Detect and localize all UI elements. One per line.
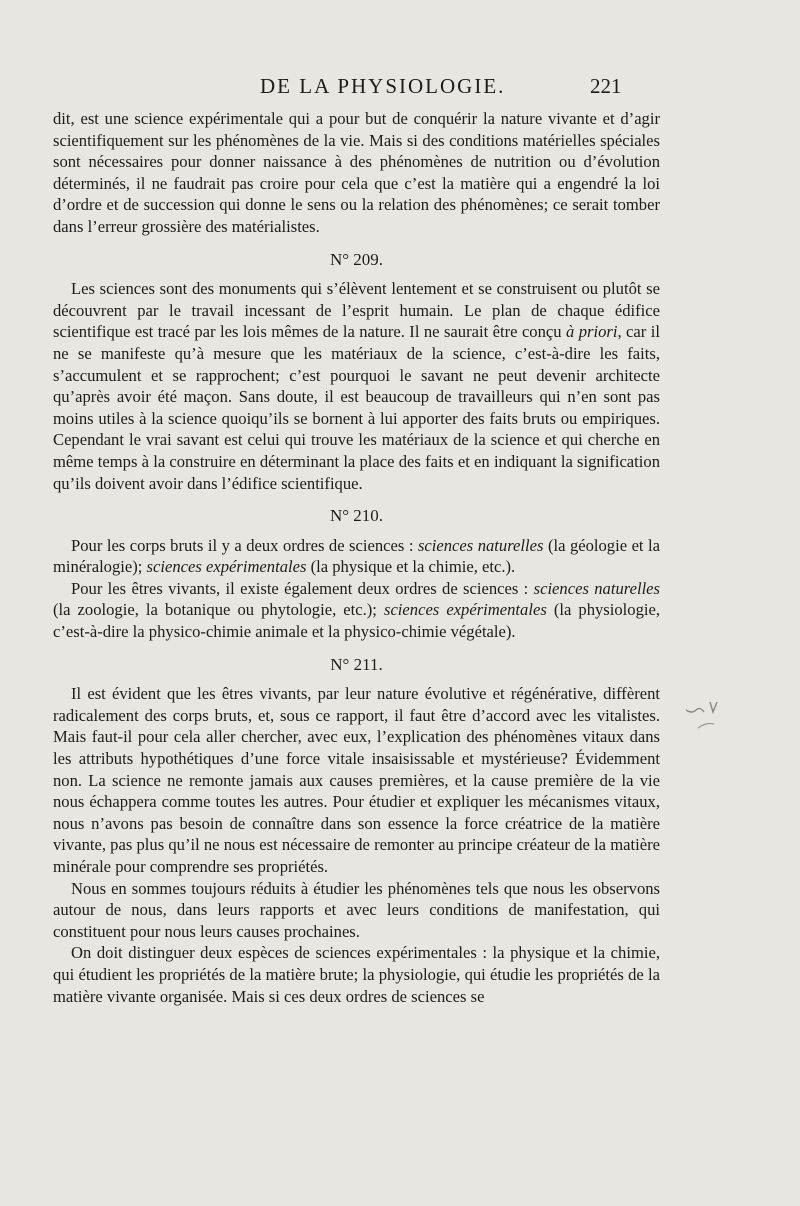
section-number-209: N° 209. <box>329 249 384 269</box>
running-head: DE LA PHYSIOLOGIE. <box>260 74 506 98</box>
page-header <box>0 74 800 102</box>
p210a-italic-2: sciences expérimentales <box>146 557 307 577</box>
p210b-text-2: (la zoologie, la botanique ou phytologie, etc.); <box>53 600 384 620</box>
p210a-text-2: (la géologie et la minéralogie); <box>53 535 661 577</box>
paragraph-210-a <box>53 535 660 578</box>
paragraph-209 <box>53 278 660 494</box>
body-text <box>53 108 660 1007</box>
paragraph-211-b: Nous en sommes toujours réduits à étudier les phénomènes tels que nous les observons autour de nous, dans leurs rapports et avec leurs conditions de manifestation, qui constituent pour nous leurs causes prochaines. <box>53 878 660 941</box>
p210b-italic-1: sciences naturelles <box>533 578 660 598</box>
page-number: 221 <box>590 74 622 98</box>
p210a-italic-1: sciences naturelles <box>417 535 544 555</box>
p210a-text-3: (la physique et la chimie, etc.). <box>306 557 516 577</box>
paragraph-209-text-2: , car il ne se manifeste qu’à mesure que les matériaux de la science, c’est-à-dire les faits, s’accumulent et se rapprochent; c’est pourquoi le savant ne peut devenir architecte qu’après avoir été maçon. Sans doute, il est beaucoup de travailleurs qui n’en sont pas moins utiles à la science quoiqu’ils se bornent à lui apporter des faits bruts ou empiriques. Cependant le vrai savant est celui qui trouve les matériaux de la science et qui cherche en même temps à la construire en déterminant la place des faits et en indiquant la signification qu’ils doivent avoir dans l’édifice scientifique. <box>53 322 660 493</box>
paragraph-209-italic: à priori <box>566 322 618 342</box>
p210b-text-3: (la physiologie, c’est-à-dire la physico-chimie animale et la physico-chimie végétale). <box>53 600 660 642</box>
p210a-text-1: Pour les corps bruts il y a deux ordres de sciences : <box>71 535 418 555</box>
paragraph-211-c: On doit distinguer deux espèces de sciences expérimentales : la physique et la chimie, qui étudient les propriétés de la matière brute; la physiologie, qui étudie les propriétés de la matière vivante organisée. Mais si ces deux ordres de sciences se <box>53 943 660 1006</box>
paragraph-210-b <box>53 578 660 643</box>
paragraph-intro: dit, est une science expérimentale qui a pour but de conquérir la nature vivante et d’agir scientifiquement sur les phénomènes de la vie. Mais si des conditions matérielles spéciales sont nécessaires pour donner naissance à des phénomènes de nutrition ou d’évolution déterminés, il ne faudrait pas croire pour cela que c’est la matière qui a engendré la loi d’ordre et de succession qui donne le sens ou la relation des phénomènes; ce serait tomber dans l’erreur grossière des matérialistes. <box>53 109 660 236</box>
p210b-italic-2: sciences expérimentales <box>383 600 547 620</box>
section-number-210: N° 210. <box>329 506 384 526</box>
handwritten-mark-icon <box>680 696 730 736</box>
paragraph-209-text-1: Les sciences sont des monuments qui s’élèvent lentement et se construisent ou plutôt se découvrent par le travail incessant de l’esprit humain. Le plan de chaque édifice scientifique est tracé par les lois mêmes de la nature. Il ne saurait être conçu <box>53 279 660 342</box>
section-number-211: N° 211. <box>330 654 383 674</box>
p210b-text-1: Pour les êtres vivants, il existe également deux ordres de sciences : <box>71 578 534 598</box>
paragraph-211-a: Il est évident que les êtres vivants, par leur nature évolutive et régénérative, diffèrent radicalement des corps bruts, et, sous ce rapport, il faut être d’accord avec les vitalistes. Mais faut-il pour cela aller chercher, avec eux, l’explication des phénomènes vitaux dans les attributs hypothétiques d’une force vitale insaisissable et mystérieuse? Évidemment non. La science ne remonte jamais aux causes premières, et la cause première de la vie nous échappera comme toutes les autres. Pour étudier et expliquer les mécanismes vitaux, nous n’avons pas besoin de connaître dans son essence la force créatrice de la matière vivante, pas plus qu’il ne nous est nécessaire de remonter au principe créateur de la matière minérale pour comprendre ses propriétés. <box>53 684 660 876</box>
